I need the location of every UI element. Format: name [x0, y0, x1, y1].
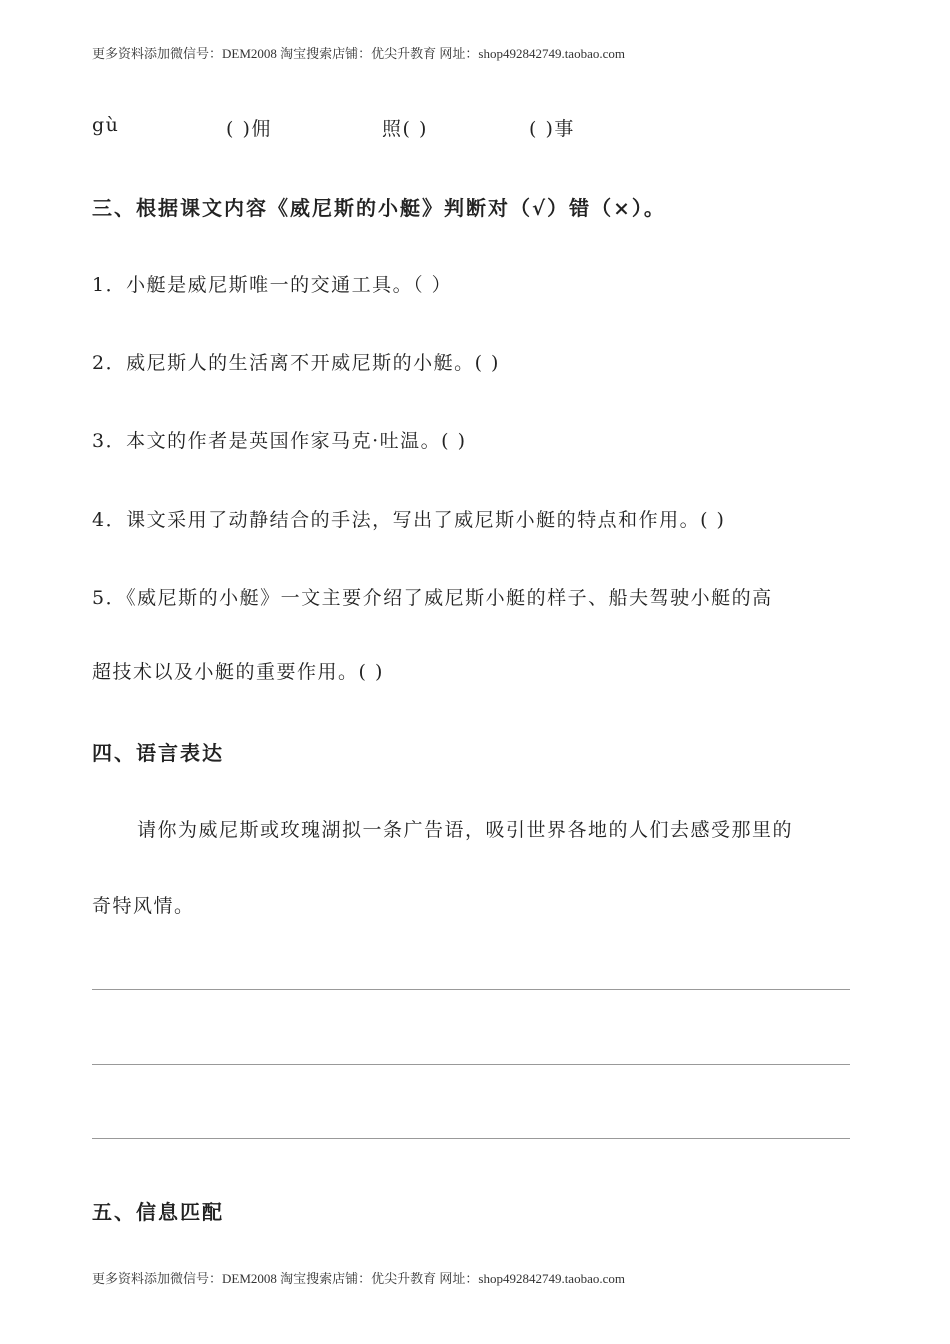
judge-item-5-continued: 超技术以及小艇的重要作用。( ) [92, 661, 384, 683]
section-five-title: 五、信息匹配 [92, 1200, 224, 1224]
answer-line-2 [92, 1064, 850, 1065]
fill-blank-3: ( )事 [529, 118, 575, 140]
fill-blank-1: ( )佣 [226, 118, 272, 140]
answer-line-1 [92, 989, 850, 990]
page-header: 更多资料添加微信号：DEM2008 淘宝搜索店铺：优尖升教育 网址：shop492842749.taobao.com [92, 46, 625, 61]
section-four-title: 四、语言表达 [92, 741, 224, 765]
judge-item-3: 3．本文的作者是英国作家马克·吐温。( ) [92, 430, 467, 452]
section-three-title: 三、根据课文内容《威尼斯的小艇》判断对（√）错（×）。 [92, 196, 666, 220]
page-footer: 更多资料添加微信号：DEM2008 淘宝搜索店铺：优尖升教育 网址：shop492842749.taobao.com [92, 1271, 625, 1286]
fill-blank-2: 照( ) [382, 118, 428, 140]
expression-prompt: 请你为威尼斯或玫瑰湖拟一条广告语，吸引世界各地的人们去感受那里的 [137, 819, 794, 841]
judge-item-1: 1．小艇是威尼斯唯一的交通工具。（ ） [92, 274, 453, 296]
expression-prompt-continued: 奇特风情。 [92, 895, 195, 917]
judge-item-2: 2．威尼斯人的生活离不开威尼斯的小艇。( ) [92, 352, 500, 374]
pinyin-prompt: gù [92, 114, 120, 136]
judge-item-5: 5．《威尼斯的小艇》一文主要介绍了威尼斯小艇的样子、船夫驾驶小艇的高 [92, 587, 773, 609]
judge-item-4: 4．课文采用了动静结合的手法，写出了威尼斯小艇的特点和作用。( ) [92, 509, 726, 531]
answer-line-3 [92, 1138, 850, 1139]
